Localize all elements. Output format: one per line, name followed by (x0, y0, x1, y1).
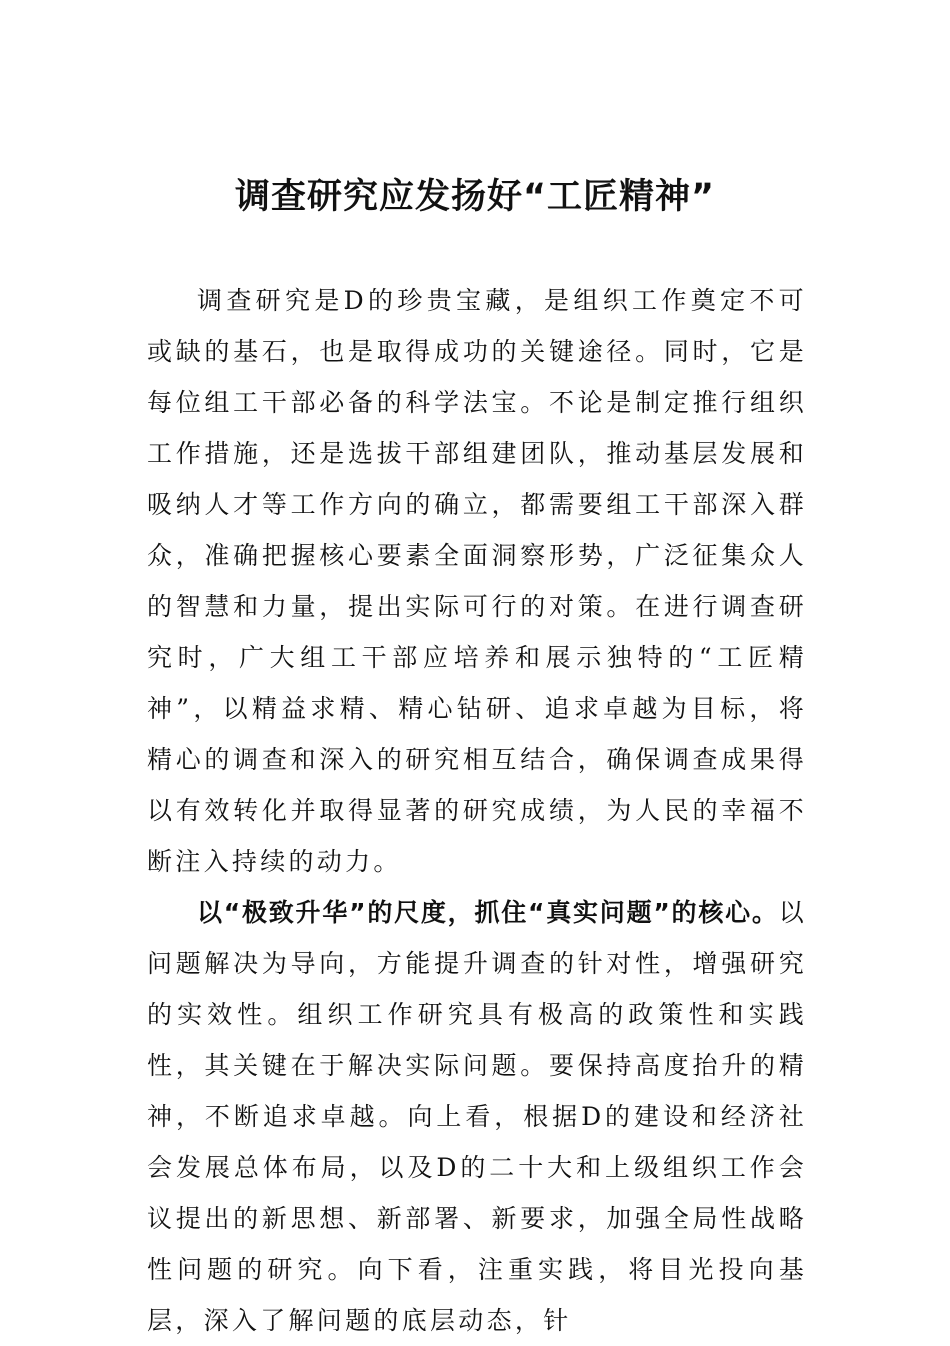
document-body (147, 275, 807, 1346)
document-title: 调查研究应发扬好“工匠精神” (234, 177, 715, 217)
paragraph-2-lead-heading: 以“极致升华”的尺度，抓住“真实问题”的核心。 (197, 898, 779, 927)
paragraph-2 (147, 887, 807, 1346)
paragraph-1-text: 调查研究是D的珍贵宝藏，是组织工作奠定不可或缺的基石，也是取得成功的关键途径。同时，它是每位组工干部必备的科学法宝。不论是制定推行组织工作措施，还是选拔干部组建团队，推动基层发展和吸纳人才等工作方向的确立，都需要组工干部深入群众，准确把握核心要素全面洞察形势，广泛征集众人的智慧和力量，提出实际可行的对策。在进行调查研究时，广大组工干部应培养和展示独特的“工匠精神”，以精益求精、精心钻研、追求卓越为目标，将精心的调查和深入的研究相互结合，确保调查成果得以有效转化并取得显著的研究成绩，为人民的幸福不断注入持续的动力。 (147, 286, 807, 876)
paragraph-2-text: 以问题解决为导向，方能提升调查的针对性，增强研究的实效性。组织工作研究具有极高的政策性和实践性，其关键在于解决实际问题。要保持高度抬升的精神，不断追求卓越。向上看，根据D的建设和经济社会发展总体布局，以及D的二十大和上级组织工作会议提出的新思想、新部署、新要求，加强全局性战略性问题的研究。向下看，注重实践，将目光投向基层，深入了解问题的底层动态，针 (147, 898, 807, 1335)
paragraph-1 (147, 275, 807, 887)
